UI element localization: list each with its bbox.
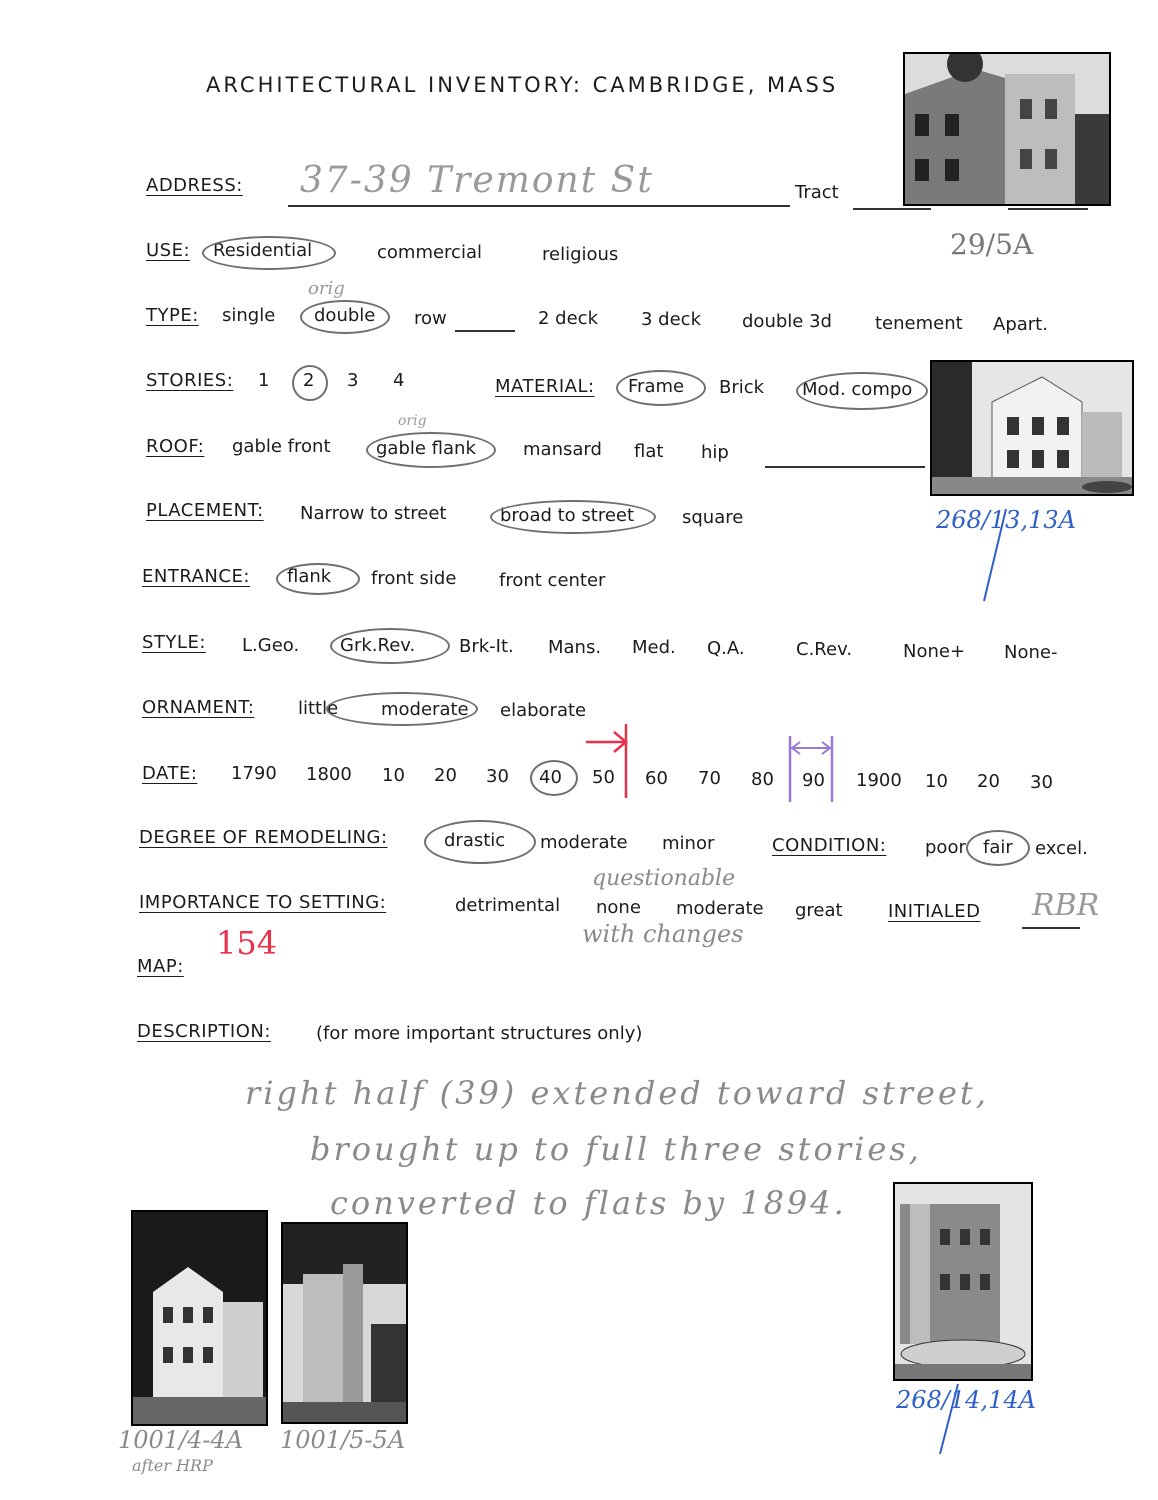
type-single: single	[222, 305, 276, 326]
photo-ref-3: 1001/4-4A	[118, 1426, 244, 1454]
photo-ref-2: 268/14,14A	[896, 1386, 1036, 1414]
description-line-1: right half (39) extended toward street,	[245, 1074, 989, 1112]
date-purple-range-icon	[784, 734, 840, 804]
entrance-selection-circle	[276, 563, 360, 595]
entrance-flank: flank	[287, 566, 332, 587]
date-option: 30	[486, 766, 509, 787]
building-photo	[281, 1222, 408, 1424]
roof-gable-flank: gable flank	[376, 438, 476, 459]
style-label: STYLE:	[142, 632, 206, 653]
style-mans: Mans.	[548, 637, 602, 658]
photo-ref-1: 268/13,13A	[936, 506, 1076, 534]
type-3deck: 3 deck	[641, 309, 701, 330]
ornament-label: ORNAMENT:	[142, 697, 255, 718]
condition-poor: poor	[925, 837, 966, 858]
style-selection-circle	[330, 628, 450, 664]
initialed-underline	[1022, 927, 1080, 929]
use-commercial: commercial	[377, 242, 482, 263]
type-row: row	[414, 308, 447, 329]
type-2deck: 2 deck	[538, 308, 598, 329]
stories-selection-circle	[292, 365, 328, 401]
use-religious: religious	[542, 244, 619, 265]
date-option: 70	[698, 768, 721, 789]
material-frame: Frame	[628, 376, 685, 397]
type-double: double	[314, 305, 376, 326]
use-residential: Residential	[213, 240, 313, 261]
type-orig-note: orig	[308, 278, 345, 299]
building-photo	[903, 52, 1111, 206]
date-option: 30	[1030, 772, 1053, 793]
type-apart: Apart.	[993, 314, 1048, 335]
importance-note-bottom: with changes	[582, 920, 744, 948]
roof-blank	[765, 466, 925, 468]
date-option: 60	[645, 768, 668, 789]
type-selection-circle	[300, 300, 390, 334]
placement-selection-circle	[490, 500, 656, 534]
stories-4: 4	[393, 370, 405, 391]
address-label: ADDRESS:	[146, 175, 243, 196]
remodeling-drastic: drastic	[444, 830, 506, 851]
use-selection-circle	[202, 236, 336, 270]
description-label: DESCRIPTION:	[137, 1021, 271, 1042]
stories-1: 1	[258, 370, 270, 391]
condition-excel: excel.	[1035, 838, 1088, 859]
photo-ref-2-slash	[934, 1382, 964, 1458]
type-tenement: tenement	[875, 313, 963, 334]
importance-detrimental: detrimental	[455, 895, 561, 916]
address-underline	[288, 205, 790, 207]
style-grkrev: Grk.Rev.	[340, 635, 416, 656]
importance-great: great	[795, 900, 843, 921]
tract-label: Tract	[795, 182, 839, 203]
style-none-plus: None+	[903, 641, 966, 662]
date-option: 1790	[231, 763, 277, 784]
ornament-elaborate: elaborate	[500, 700, 587, 721]
material-compo: Mod. compo	[802, 379, 913, 400]
material-label: MATERIAL:	[495, 376, 595, 397]
style-none-minus: None-	[1004, 642, 1058, 663]
building-photo	[893, 1182, 1033, 1381]
block-value: 29/5A	[950, 228, 1034, 261]
roof-flat: flat	[634, 441, 664, 462]
date-option: 10	[382, 765, 405, 786]
type-blank	[455, 330, 515, 332]
style-med: Med.	[632, 637, 676, 658]
entrance-front-side: front side	[371, 568, 457, 589]
remodeling-label: DEGREE OF REMODELING:	[139, 827, 388, 848]
initialed-value: RBR	[1032, 888, 1100, 923]
placement-label: PLACEMENT:	[146, 500, 264, 521]
type-double3d: double 3d	[742, 311, 832, 332]
date-option: 40	[539, 767, 562, 788]
block-underline	[1008, 208, 1088, 210]
use-label: USE:	[146, 240, 191, 261]
date-option: 1900	[856, 770, 902, 791]
placement-broad: broad to street	[500, 505, 635, 526]
condition-selection-circle	[966, 830, 1030, 866]
remodeling-minor: minor	[662, 833, 715, 854]
date-option: 90	[802, 770, 825, 791]
roof-label: ROOF:	[146, 436, 205, 457]
condition-label: CONDITION:	[772, 835, 887, 856]
material-compo-circle	[796, 372, 928, 410]
style-qa: Q.A.	[707, 638, 745, 659]
entrance-label: ENTRANCE:	[142, 566, 250, 587]
type-label: TYPE:	[146, 305, 199, 326]
stories-2: 2	[303, 370, 315, 391]
roof-orig-note: orig	[398, 413, 427, 429]
address-value: 37-39 Tremont St	[300, 160, 654, 201]
importance-label: IMPORTANCE TO SETTING:	[139, 892, 387, 913]
ornament-little: little	[298, 698, 339, 719]
date-option: 20	[977, 771, 1000, 792]
building-photo	[131, 1210, 268, 1426]
date-option: 1800	[306, 764, 352, 785]
roof-hip: hip	[701, 442, 729, 463]
style-brkit: Brk-It.	[459, 636, 514, 657]
material-brick: Brick	[719, 377, 765, 398]
roof-selection-circle	[366, 432, 496, 468]
page-title: ARCHITECTURAL INVENTORY: CAMBRIDGE, MASS	[206, 73, 839, 97]
placement-square: square	[682, 507, 744, 528]
style-lgeo: L.Geo.	[242, 635, 300, 656]
remodeling-selection-circle	[424, 820, 536, 864]
map-value: 154	[216, 924, 278, 962]
importance-note-top: questionable	[592, 866, 736, 891]
description-line-2: brought up to full three stories,	[310, 1130, 922, 1168]
date-label: DATE:	[142, 763, 198, 784]
photo-ref-4: 1001/5-5A	[280, 1426, 406, 1454]
style-crev: C.Rev.	[796, 639, 853, 660]
description-hint: (for more important structures only)	[316, 1023, 643, 1044]
entrance-front-center: front center	[499, 570, 606, 591]
date-option: 20	[434, 765, 457, 786]
date-option: 80	[751, 769, 774, 790]
description-line-3: converted to flats by 1894.	[330, 1184, 847, 1222]
remodeling-moderate: moderate	[540, 832, 628, 853]
roof-gable-front: gable front	[232, 436, 331, 457]
building-photo	[930, 360, 1134, 496]
roof-mansard: mansard	[523, 439, 602, 460]
tract-underline	[853, 208, 931, 210]
date-option: 10	[925, 771, 948, 792]
date-option: 50	[592, 767, 615, 788]
material-selection-circle	[616, 370, 706, 406]
photo-ref-3-note: after HRP	[132, 1456, 213, 1475]
stories-label: STORIES:	[146, 370, 234, 391]
map-label: MAP:	[137, 956, 184, 977]
importance-moderate: moderate	[676, 898, 764, 919]
placement-narrow: Narrow to street	[300, 503, 447, 524]
stories-3: 3	[347, 370, 359, 391]
initialed-label: INITIALED	[888, 901, 981, 922]
condition-fair: fair	[983, 837, 1013, 858]
date-red-arrow-icon	[582, 718, 632, 800]
importance-none: none	[596, 897, 641, 918]
ornament-selection-circle	[326, 692, 478, 726]
photo-ref-1-slash	[980, 505, 1010, 605]
ornament-moderate: moderate	[381, 699, 469, 720]
date-selection-circle	[530, 760, 578, 796]
